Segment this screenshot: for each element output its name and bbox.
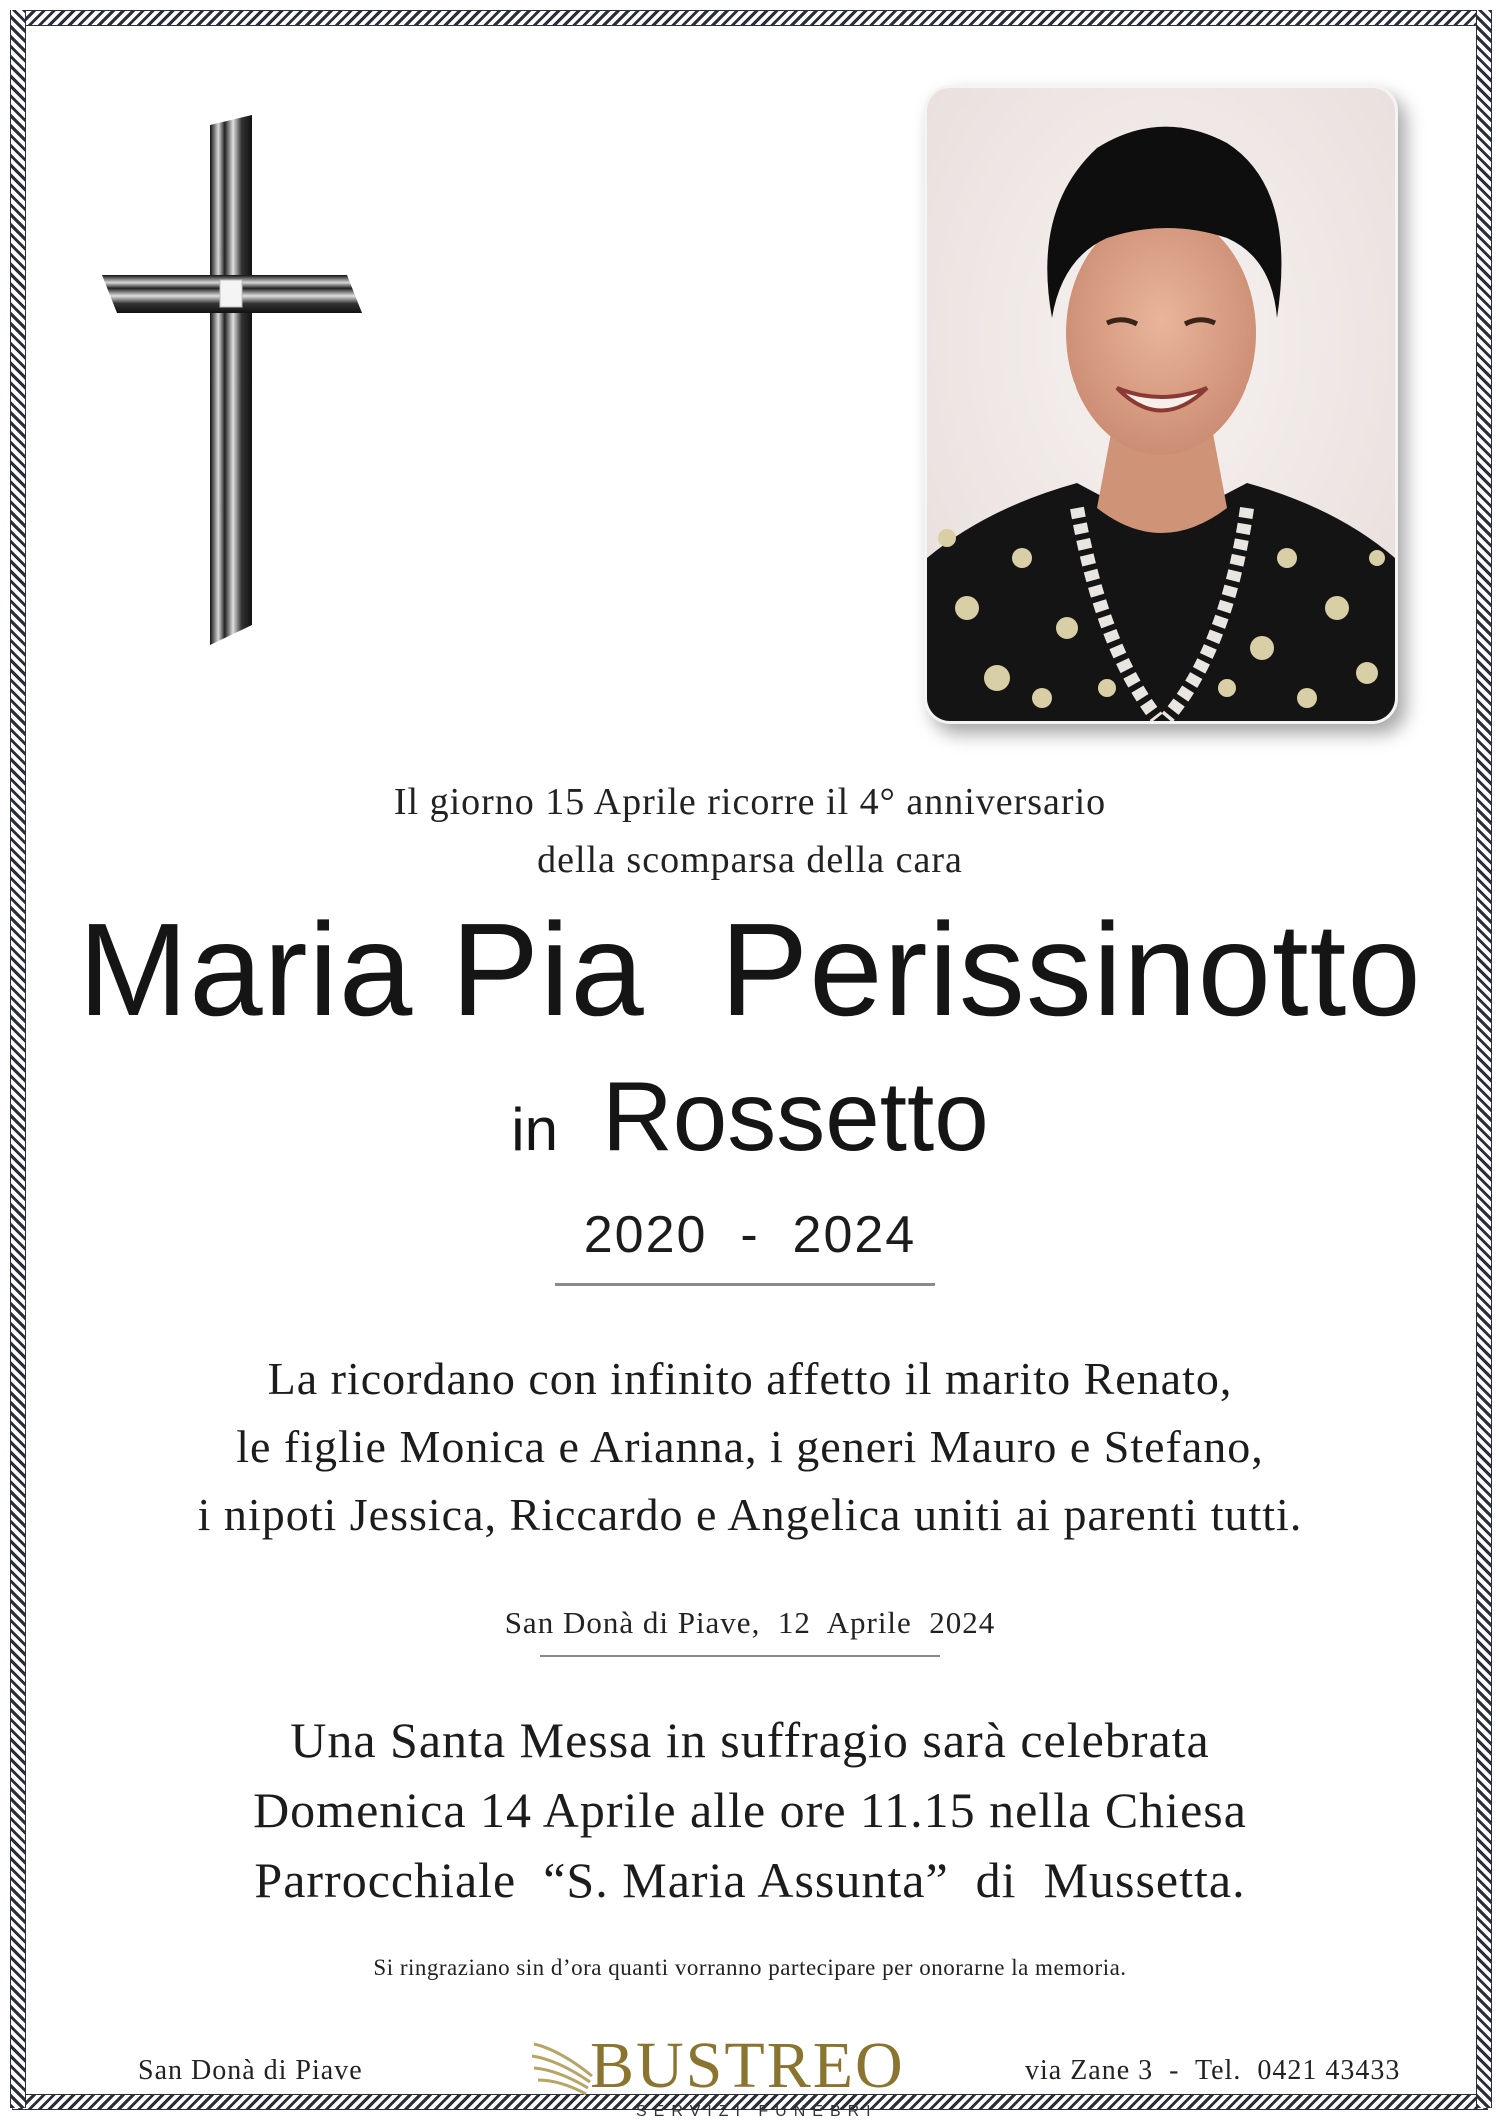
intro-line-1: Il giorno 15 Aprile ricorre il 4° anniversario	[393, 781, 1107, 823]
border-top	[12, 10, 1488, 26]
logo-name: BUSTREO	[590, 2029, 905, 2102]
remembrance-line-2: le figlie Monica e Arianna, i generi Mauro e Stefano,	[236, 1421, 1264, 1472]
date-divider	[540, 1655, 940, 1657]
mass-line-3: Parrocchiale “S. Maria Assunta” di Mussetta.	[254, 1852, 1246, 1908]
years-divider	[555, 1283, 935, 1286]
intro-text	[40, 773, 1460, 889]
cross-icon	[102, 115, 362, 645]
remembrance-text	[40, 1345, 1460, 1549]
mass-line-2: Domenica 14 Aprile alle ore 11.15 nella Chiesa	[253, 1782, 1247, 1838]
thanks-text: Si ringraziano sin d’ora quanti vorranno partecipare per onorarne la memoria.	[373, 1955, 1127, 1980]
deceased-photo	[924, 85, 1398, 724]
logo-tagline: SERVIZI FUNEBRI	[636, 2103, 878, 2120]
in-label: in	[511, 1096, 558, 1163]
remembrance-line-1: La ricordano con infinito affetto il marito Renato,	[267, 1353, 1233, 1404]
married-name	[40, 1060, 1460, 1173]
married-surname: Rossetto	[601, 1061, 989, 1171]
years: 2020 - 2024	[583, 1206, 917, 1264]
footer-city: San Donà di Piave	[138, 2055, 363, 2086]
border-left	[10, 10, 26, 2108]
mass-line-1: Una Santa Messa in suffragio sarà celebrata	[290, 1712, 1210, 1768]
border-right	[1476, 10, 1492, 2108]
remembrance-line-3: i nipoti Jessica, Riccardo e Angelica uniti ai parenti tutti.	[197, 1489, 1303, 1540]
funeral-home-logo	[530, 2029, 970, 2120]
mass-announcement	[40, 1705, 1460, 1915]
place-date: San Donà di Piave, 12 Aprile 2024	[504, 1605, 996, 1640]
deceased-name: Maria Pia Perissinotto	[78, 896, 1422, 1043]
intro-line-2: della scomparsa della cara	[537, 839, 963, 881]
footer-address: via Zane 3 - Tel. 0421 43433	[1025, 2055, 1401, 2086]
